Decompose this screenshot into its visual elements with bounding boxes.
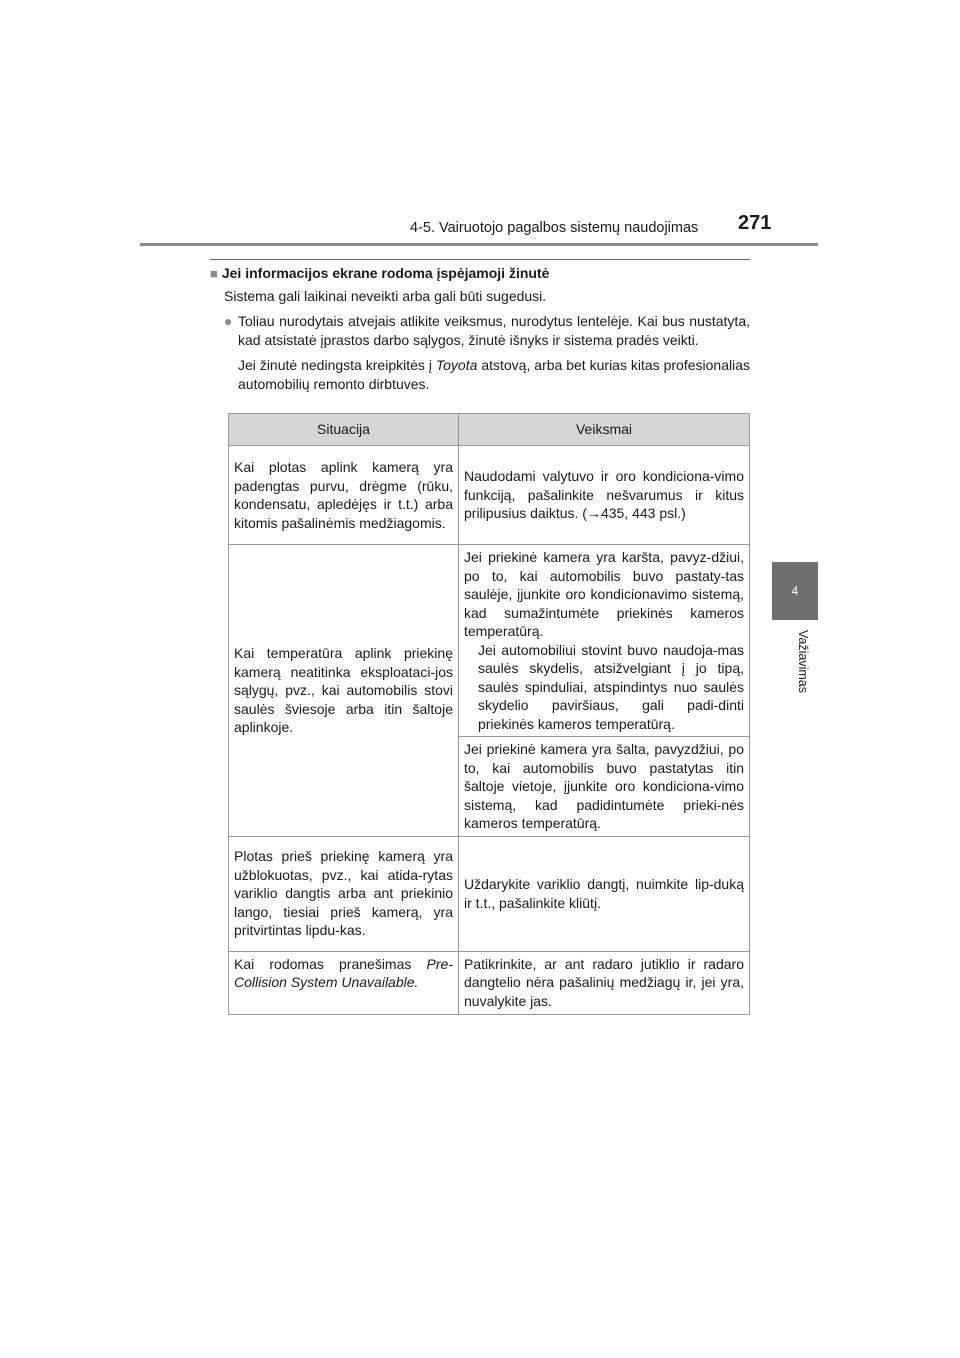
bullet-text: Toliau nurodytais atvejais atlikite veiksmus, nurodytus lentelėje. Kai bus nustatyta, kad atsistatė įprastos darbo sąlygos, žinutė išnyks ir sistema pradės veikti. bbox=[238, 313, 750, 348]
chapter-label: Važiavimas bbox=[796, 630, 810, 693]
system-message: Pre-Collision System Unavailable. bbox=[234, 955, 453, 990]
action-hot: Jei priekinė kamera yra karšta, pavyz-džiui, po to, kai automobilis buvo pastaty-tas saulėje, įjunkite oro kondicionavimo sistemą, kad sumažintumėte priekinės kameros temperatūrą. bbox=[464, 549, 744, 639]
chapter-tab bbox=[772, 562, 818, 620]
section-heading: ■ Jei informacijos ekrane rodoma įspėjamoji žinutė bbox=[210, 265, 550, 281]
action-cell: Naudodami valytuvo ir oro kondiciona-vimo funkciją, pašalinkite nešvarumus ir kitus prilipusius daiktus. (→435, 443 psl.) bbox=[459, 446, 750, 545]
header-situation: Situacija bbox=[229, 414, 459, 446]
warning-table bbox=[228, 413, 750, 1015]
table-row bbox=[229, 545, 750, 737]
section-content bbox=[210, 264, 750, 401]
table-row bbox=[229, 951, 750, 1014]
situation-cell: Plotas prieš priekinę kamerą yra užblokuotas, pvz., kai atida-rytas variklio dangtis arba ant priekinio lango, tiesiai prieš kamerą, yra pritvirtintas lipdu-kas. bbox=[229, 836, 459, 951]
chapter-number: 4 bbox=[791, 584, 799, 598]
dealer-note: Jei žinutė nedingsta kreipkitės į Toyota atstovą, arba bet kurias kitas profesionalias automobilių remonto dirbtuves. bbox=[238, 357, 750, 392]
circle-bullet-icon: ● bbox=[224, 313, 233, 329]
action-hot-note: Jei automobiliui stovint buvo naudoja-mas saulės skydelis, atsižvelgiant į jo tipą, saulės spinduliai, atspindintys nuo saulės skydelio paviršiaus, gali padi-dinti priekinės kameros temperatūrą. bbox=[478, 641, 744, 732]
table-row bbox=[229, 836, 750, 951]
action-cell bbox=[459, 545, 750, 737]
brand-name: Toyota bbox=[435, 357, 478, 373]
situation-cell: Kai plotas aplink kamerą yra padengtas purvu, drėgme (rūku, kondensatu, apledėjęs ir t.t.) arba kitomis pašalinėmis medžiagomis. bbox=[229, 446, 459, 545]
square-bullet-icon: ■ bbox=[210, 266, 218, 281]
action-cell: Uždarykite variklio dangtį, nuimkite lip-duką ir t.t., pašalinkite kliūtį. bbox=[459, 836, 750, 951]
section-title: 4-5. Vairuotojo pagalbos sistemų naudojimas bbox=[410, 220, 699, 236]
action-cell: Patikrinkite, ar ant radaro jutiklio ir radaro dangtelio nėra pašalinių medžiagų ir, jei yra, nuvalykite jas. bbox=[459, 951, 750, 1014]
situation-cell: Kai temperatūra aplink priekinę kamerą neatitinka eksploataci-jos sąlygų, pvz., kai automobilis stovi saulės šviesoje arba itin šaltoje aplinkoje. bbox=[229, 545, 459, 837]
action-cell: Jei priekinė kamera yra šalta, pavyzdžiui, po to, kai automobilis buvo pastatytas itin šaltoje vietoje, įjunkite oro kondiciona-vimo sistemą, kad padidintumėte prieki-nės kameros temperatūrą. bbox=[459, 737, 750, 837]
table-header-row bbox=[229, 414, 750, 446]
section-intro: Sistema gali laikinai neveikti arba gali būti sugedusi. bbox=[224, 288, 547, 304]
section-divider bbox=[210, 259, 750, 260]
header-divider bbox=[140, 243, 818, 246]
table-row bbox=[229, 446, 750, 545]
page-number: 271 bbox=[738, 212, 772, 234]
situation-cell: Kai rodomas pranešimas Pre-Collision System Unavailable. bbox=[229, 951, 459, 1014]
bullet-item bbox=[224, 312, 750, 350]
header-actions: Veiksmai bbox=[459, 414, 750, 446]
